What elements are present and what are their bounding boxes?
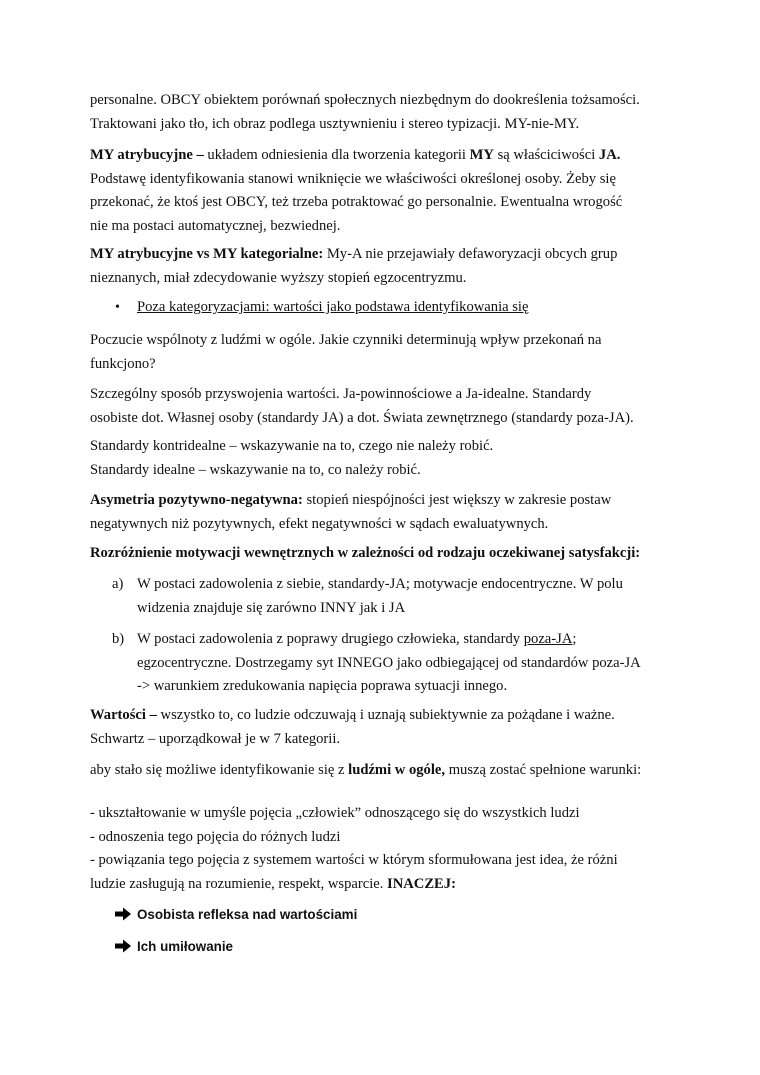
arrow-item: Ich umiłowanie xyxy=(137,939,233,954)
bold-term: INACZEJ: xyxy=(387,875,456,892)
text-run: W postaci zadowolenia z poprawy drugiego człowieka, standardy xyxy=(137,631,524,647)
paragraph-rozroznienie xyxy=(90,542,680,566)
text-line: funkcjono? xyxy=(90,355,156,372)
list-item-a xyxy=(137,573,687,620)
text-line: Szczególny sposób przyswojenia wartości. Ja-powinnościowe a Ja-idealne. Standardy xyxy=(90,386,592,402)
list-label-a: a) xyxy=(112,576,124,592)
paragraph-obcy xyxy=(90,89,680,136)
text-run: My-A nie przejawiały defaworyzacji obcych grup xyxy=(323,246,618,262)
text-line: negatywnych niż pozytywnych, efekt negatywności w sądach ewaluatywnych. xyxy=(90,515,549,532)
text-run: są właściciwości xyxy=(493,147,599,163)
text-run: Dostrzegamy syt INNEGO jako odbiegającej od standardów poza-JA xyxy=(231,654,641,671)
text-line: widzenia znajduje się zarówno INNY jak i JA xyxy=(137,599,406,616)
bold-heading: Rozróżnienie motywacji wewnętrznych w zależności od rodzaju oczekiwanej satysfakcji: xyxy=(90,545,641,561)
text-run: muszą zostać spełnione warunki: xyxy=(445,762,642,778)
text-run: W polu xyxy=(576,576,623,592)
text-run: wszystko to, co ludzie odczuwają i uznają subiektywnie za pożądane i ważne. xyxy=(156,707,615,723)
paragraph-warunki xyxy=(90,802,680,896)
text-line: nie ma postaci automatycznej, bezwiednej. xyxy=(90,217,341,234)
paragraph-my-atrybucyjne xyxy=(90,144,680,238)
text-line: przekonać, że ktoś jest OBCY, też trzeba potraktować go personalnie. Ewentualna wrogość xyxy=(90,194,623,210)
text-run: stopień niespójności jest większy w zakresie postaw xyxy=(302,492,612,508)
bold-term: MY xyxy=(469,147,494,163)
bullet-heading: Poza kategoryzacjami: wartości jako podstawa identyfikowania się xyxy=(137,299,529,315)
text-line: personalne. OBCY obiektem porównań społecznych niezbędnym do dookreślenia tożsamości. xyxy=(90,92,640,108)
bold-term: MY atrybucyjne vs MY kategorialne: xyxy=(90,246,324,262)
paragraph-wartosci xyxy=(90,704,680,751)
text-line: nieznanych, miał zdecydowanie wyższy stopień egzocentryzmu. xyxy=(90,269,467,286)
paragraph-my-vs xyxy=(90,243,680,290)
text-line: - odnoszenia tego pojęcia do różnych ludzi xyxy=(90,828,341,845)
bullet-marker: • xyxy=(115,300,120,315)
text-line: Podstawę identyfikowania stanowi wniknięcie we właściwości określonej osoby. Żeby się xyxy=(90,170,616,187)
text-run: ; xyxy=(572,631,577,647)
paragraph-aby xyxy=(90,759,680,783)
paragraph-poczucie xyxy=(90,329,680,376)
arrow-item: Osobista refleksa nad wartościami xyxy=(137,907,358,922)
text-run: aby stało się możliwe identyfikowanie się z xyxy=(90,762,349,778)
text-line: osobiste dot. Własnej osoby (standardy JA) a dot. Świata zewnętrznego (standardy poza-JA). xyxy=(90,409,634,426)
list-label-b: b) xyxy=(112,631,125,647)
text-line: - ukształtowanie w umyśle pojęcia „człowiek” odnoszącego się do wszystkich ludzi xyxy=(90,805,580,821)
bold-term: endocentryczne. xyxy=(481,576,577,592)
bold-term: ludźmi w ogóle, xyxy=(348,762,446,778)
paragraph-standardy xyxy=(90,435,680,482)
paragraph-asymetria xyxy=(90,489,680,536)
text-line: Traktowani jako tło, ich obraz podlega usztywnieniu i stereo typizacji. MY-nie-MY. xyxy=(90,115,580,132)
text-run: ludzie zasługują na rozumienie, respekt, wsparcie. xyxy=(90,875,388,892)
text-line: Standardy idealne – wskazywanie na to, co należy robić. xyxy=(90,461,421,478)
text-line: - powiązania tego pojęcia z systemem wartości w którym sformułowana jest idea, że różni xyxy=(90,852,618,868)
underlined-term: poza-JA xyxy=(523,631,573,647)
text-run: układem odniesienia dla tworzenia kategorii xyxy=(203,147,470,163)
bold-term: JA. xyxy=(598,147,621,163)
list-item-b xyxy=(137,628,687,699)
paragraph-szczegolny xyxy=(90,383,680,430)
text-line: Poczucie wspólnoty z ludźmi w ogóle. Jakie czynniki determinują wpływ przekonań na xyxy=(90,332,602,348)
bold-term: MY atrybucyjne – xyxy=(90,147,204,163)
text-line: Schwartz – uporządkował je w 7 kategorii. xyxy=(90,730,341,747)
right-arrow-icon xyxy=(114,939,132,953)
bold-term: Wartości – xyxy=(90,707,157,723)
text-run: W postaci zadowolenia z siebie, standardy-JA; motywacje xyxy=(137,576,482,592)
right-arrow-icon xyxy=(114,907,132,921)
bold-term: egzocentryczne. xyxy=(137,654,232,671)
text-line: Standardy kontridealne – wskazywanie na to, czego nie należy robić. xyxy=(90,438,494,454)
bold-term: Asymetria pozytywno-negatywna: xyxy=(90,492,303,508)
text-line: -> warunkiem zredukowania napięcia poprawa sytuacji innego. xyxy=(137,678,508,694)
